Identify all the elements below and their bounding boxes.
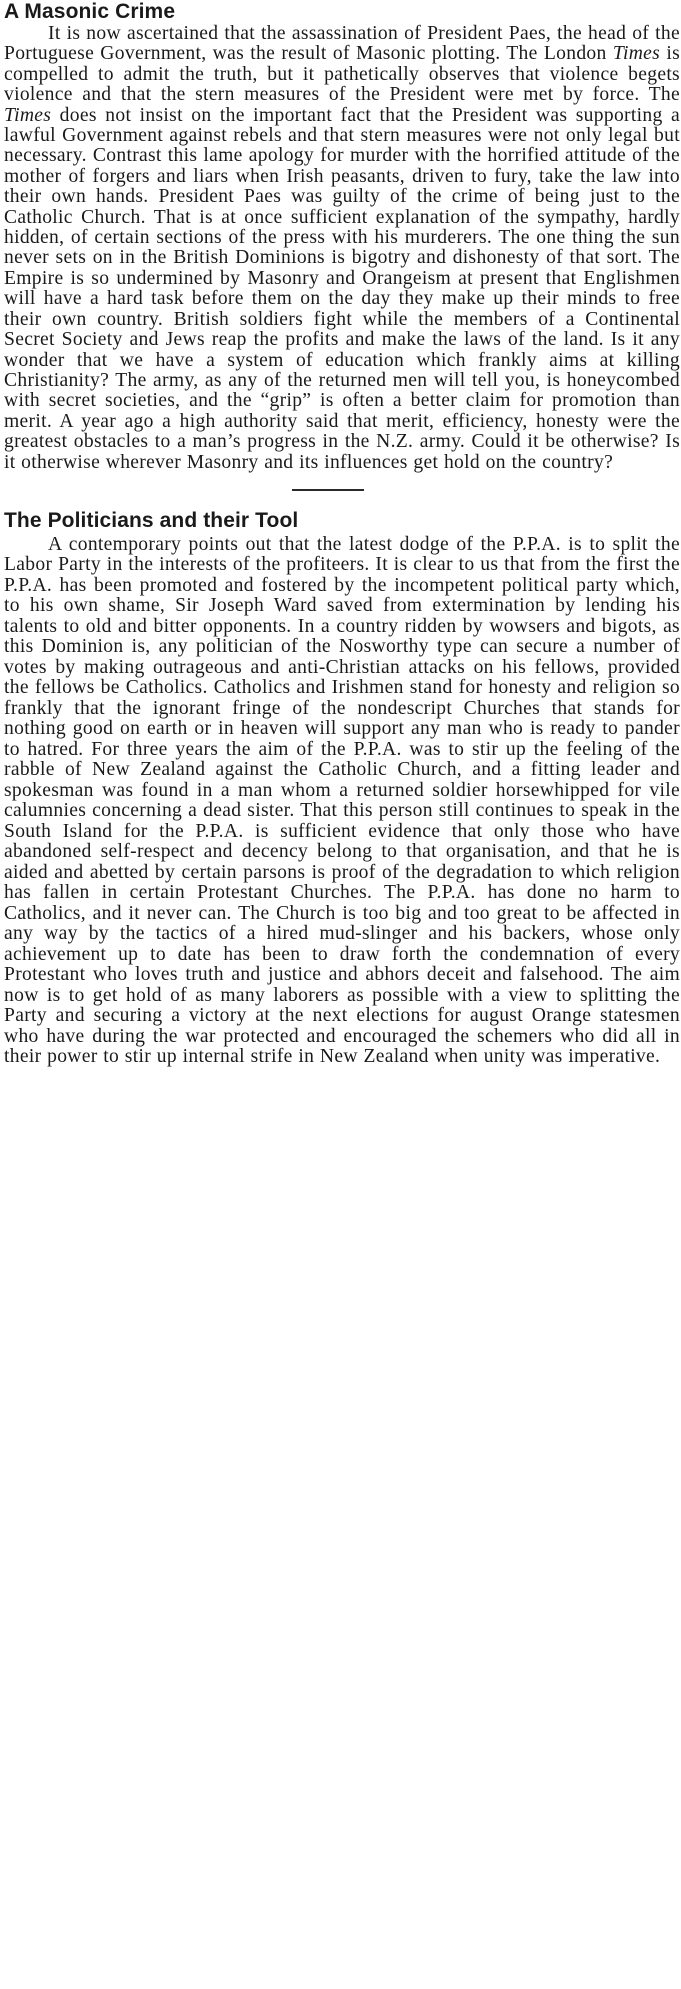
article-masonic-crime	[4, 0, 680, 473]
article-body: A contemporary points out that the latest dodge of the P.P.A. is to split the Labor Party in the interests of the profiteers. It is clear to us that from the first the P.P.A. has been promoted and fostered by the incompetent political party which, to his own shame, Sir Joseph Ward saved from extermination by lending his talents to old and bitter opponents. In a country ridden by wowsers and bigots, as this Dominion is, any politician of the Nosworthy type can secure a number of votes by making outrageous and anti-Christian attacks on his fellows, provided the fellows be Catholics. Catholics and Irishmen stand for honesty and religion so frankly that the ignorant fringe of the nondescript Churches that stands for nothing good on earth or in heaven will support any man who is ready to pander to hatred. For three years the aim of the P.P.A. was to stir up the feeling of the rabble of New Zealand against the Catholic Church, and a fitting leader and spokesman was found in a man whom a returned soldier horsewhipped for vile calumnies concerning a dead sister. That this person still continues to speak in the South Island for the P.P.A. is sufficient evidence that only those who have abandoned self-respect and decency belong to that organisation, and that he is aided and abetted by certain parsons is proof of the degradation to which religion has fallen in certain Protestant Churches. The P.P.A. has done no harm to Catholics, and it never can. The Church is too big and too great to be affected in any way by the tactics of a hired mud-slinger and his backers, whose only achievement up to date has been to draw forth the condemnation of every Protestant who loves truth and justice and abhors deceit and falsehood. The aim now is to get hold of as many laborers as possible with a view to splitting the Party and securing a victory at the next elections for august Orange statesmen who have during the war protected and encouraged the schemers who did all in their power to stir up internal strife in New Zealand when unity was imperative.	[4, 533, 680, 1068]
article-headline: A Masonic Crime	[4, 0, 176, 23]
article-politicians-tool	[4, 503, 680, 1068]
article-headline: The Politicians and their Tool	[4, 508, 299, 532]
article-body: It is now ascertained that the assassination of President Paes, the head of the Portuguese Government, was the result of Masonic plotting. The London Times is compelled to admit the truth, but it pathetically observes that violence begets violence and that the stern measures of the President were met by force. The Times does not insist on the important fact that the President was supporting a lawful Government against rebels and that stern measures were not only legal but necessary. Contrast this lame apology for murder with the horrified attitude of the mother of forgers and liars when Irish peasants, driven to fury, take the law into their own hands. President Paes was guilty of the crime of being just to the Catholic Church. That is at once sufficient explanation of the sympathy, hardly hidden, of certain sections of the press with his murderers. The one thing the sun never sets on in the British Dominions is bigotry and dishonesty of that sort. The Empire is so undermined by Masonry and Orangeism at present that Englishmen will have a hard task before them on the day they make up their minds to free their own country. British soldiers fight while the members of a Continental Secret Society and Jews reap the profits and make the laws of the land. Is it any wonder that we have a system of education which frankly aims at killing Christianity? The army, as any of the returned men will tell you, is honeycombed with secret societies, and the “grip” is often a better claim for promotion than merit. A year ago a high authority said that merit, efficiency, honesty were the greatest obstacles to a man’s progress in the N.Z. army. Could it be otherwise? Is it otherwise wherever Masonry and its influences get hold on the country?	[4, 23, 680, 473]
italic-run: Times	[612, 43, 661, 65]
text-column	[4, 0, 680, 1068]
italic-run: Times	[4, 104, 52, 126]
article-divider-wrap	[4, 473, 680, 503]
article-divider	[292, 489, 364, 491]
